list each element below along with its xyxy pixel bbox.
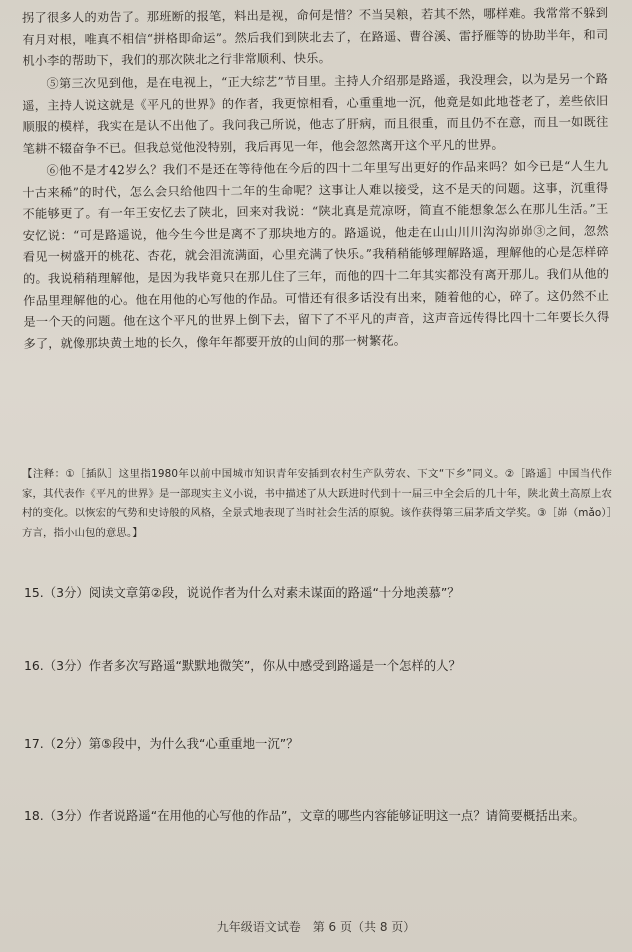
passage-paragraph-5: ⑤第三次见到他，是在电视上，“正大综艺”节目里。主持人介绍那是路遥，我没理会，以为是另一个路遥，主持人说这就是《平凡的世界》的作者，我更惊相看，心重重地一沉，他竟是如此地苍老了，差些依旧顺服的模样，我实在是认不出他了。我问我己所说，他志了肝病，而且很重，而且仍不在意，而且一如既往笔耕不辍奋争不已。但我总觉他没特别，我后再见一年，他会忽然离开这个平凡的世界。 (22, 71, 609, 156)
passage-paragraph-6: ⑥他不是才42岁么？我们不是还在等待他在今后的四十二年里写出更好的作品来吗？如今已是“人生九十古来稀”的时代，怎么会只给他四十二年的生命呢？这事让人难以接受，这不是天的问题。这事，沉重得不能够更了。有一年王安忆去了陕北，回来对我说：“陕北真是荒凉呀，简直不能想象怎么在那儿生活。”王安忆说：“可是路遥说，他今生今世是离不了那块地方的。路遥说，他走在山山川川沟沟峁峁③之间，忽然看见一树盛开的桃花、杏花，就会泪流满面，心里充满了快乐。”我稍稍能够理解路遥，理解他的心是怎样碎的。我说稍稍理解他，是因为我毕竟只在那儿住了三年，而他的四十二年其实都没有离开那儿。我们从他的作品里理解他的心。他在用他的心写他的作品。可惜还有很多话没有出来，随着他的心，碎了。这仍然不止是一个天的问题。他在这个平凡的世界上倒下去，留下了不平凡的声音，这声音远传得比四十二年要长久得多了，就像那块黄土地的长久，像年年都要开放的山间的那一树繁花。 (22, 159, 610, 351)
passage-paragraph-continued: 拐了很多人的劝告了。那班断的报笔，料出是视，命何是惜？不当吴粮，若其不然，哪样难。我常常不躲到有月对根，唯真不相信“拼格即命运”。然后我们到陕北去了，在路遥、曹谷溪、雷抒雁等的协助半年，和司机小李的帮助下，我们的那次陕北之行非常顺利、快乐。 (22, 5, 609, 69)
reading-passage (22, 5, 610, 356)
question-16: 16.（3分）作者多次写路遥“默默地微笑”，你从中感受到路遥是一个怎样的人？ (24, 658, 461, 673)
page-footer: 九年级语文试卷 第 6 页（共 8 页） (216, 920, 416, 934)
question-17: 17.（2分）第⑤段中，为什么我“心重重地一沉”？ (24, 736, 299, 751)
question-15: 15.（3分）阅读文章第②段，说说作者为什么对素未谋面的路遥“十分地羡慕”？ (24, 585, 460, 600)
question-18: 18.（3分）作者说路遥“在用他的心写他的作品”，文章的哪些内容能够证明这一点？请简要概括出来。 (24, 808, 585, 823)
annotations (22, 462, 612, 543)
annotation-text: 【注释：①［插队］这里指1980年以前中国城市知识青年安插到农村生产队劳农、下文“下乡”同义。②［路遥］中国当代作家，其代表作《平凡的世界》是一部现实主义小说，书中描述了从大跃进时代到十一届三中全会后的几十年，陕北黄土高原上农村的变化。以恢宏的气势和史诗般的风格，全景式地表现了当时社会生活的原貌。该作获得第三届茅盾文学奖。③［峁（mǎo）］方言，指小山包的意思。】 (22, 468, 612, 539)
